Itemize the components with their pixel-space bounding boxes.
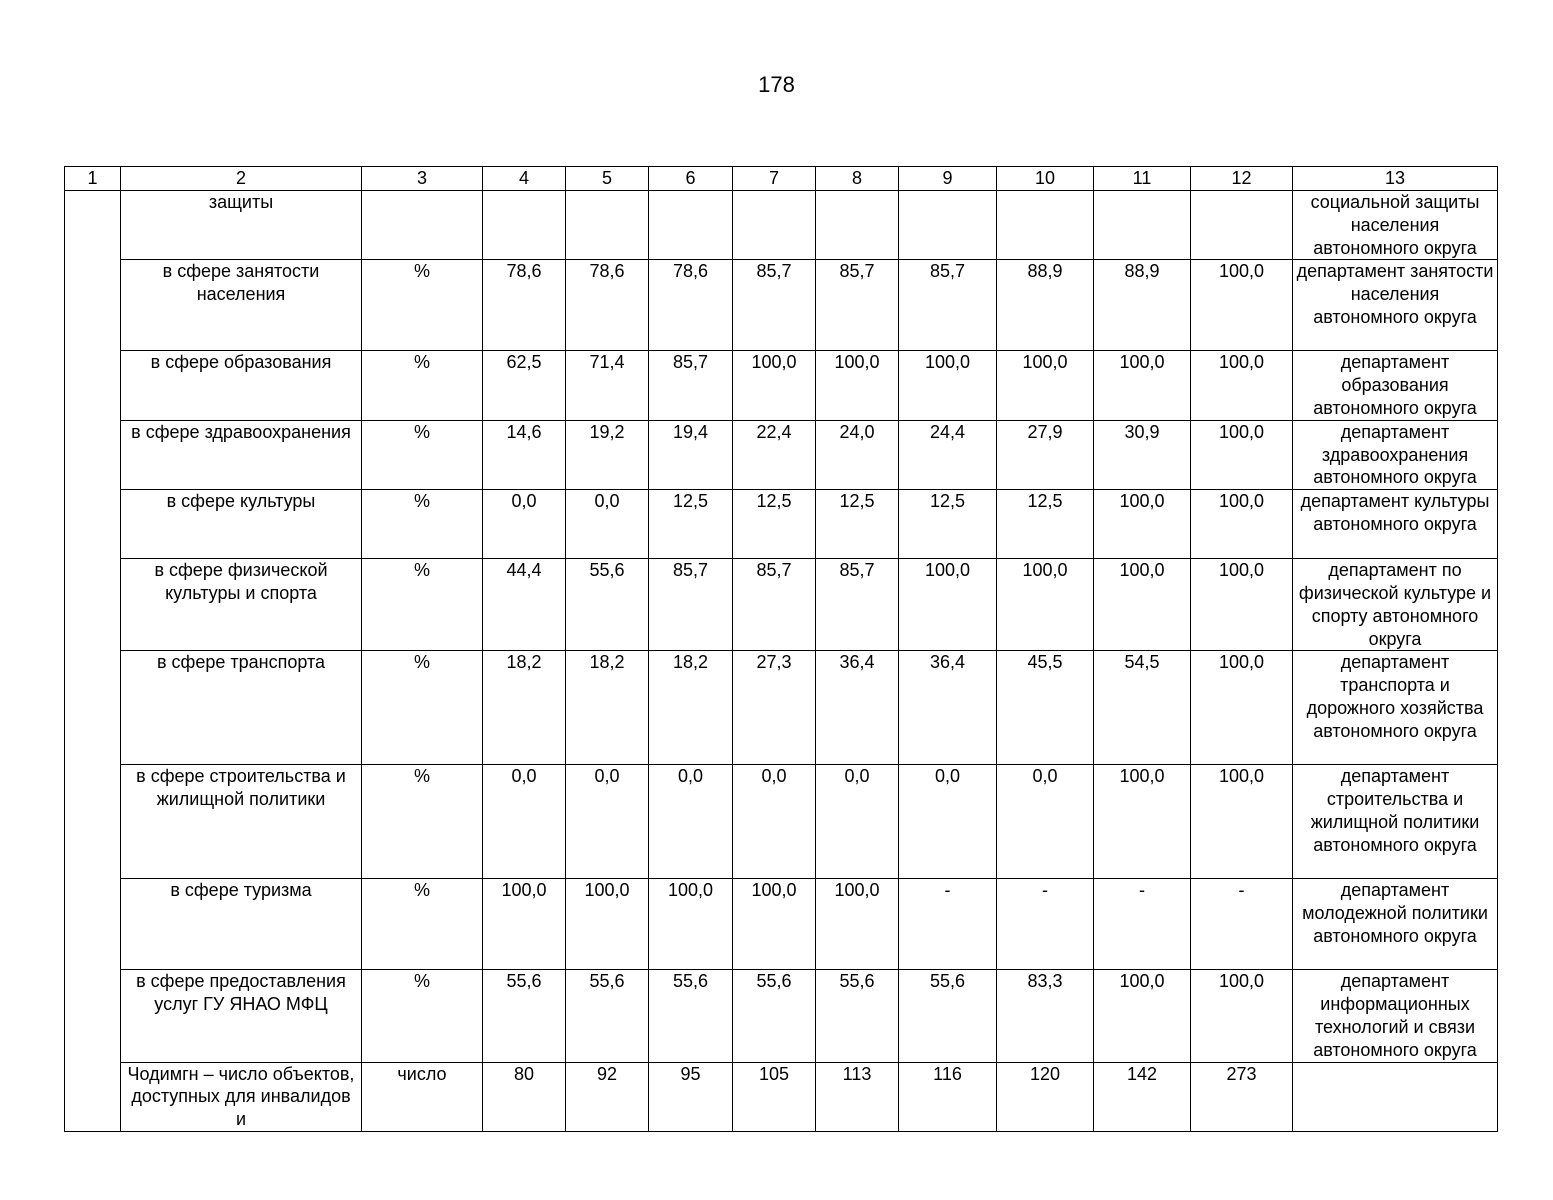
value-cell: 55,6: [733, 970, 816, 1062]
value-cell: 12,5: [899, 490, 997, 559]
value-cell: [733, 191, 816, 260]
value-cell: 55,6: [483, 970, 566, 1062]
page-number: 178: [758, 72, 795, 97]
value-cell: 24,0: [816, 420, 899, 489]
value-cell: 85,7: [733, 559, 816, 651]
value-cell: [649, 191, 733, 260]
value-cell: 100,0: [1094, 765, 1191, 879]
value-cell: 78,6: [649, 260, 733, 351]
value-cell: 27,3: [733, 651, 816, 765]
unit-cell: %: [362, 651, 483, 765]
value-cell: 100,0: [483, 879, 566, 970]
responsible-cell: департамент образования автономного округа: [1293, 351, 1498, 420]
value-cell: 36,4: [816, 651, 899, 765]
value-cell: 55,6: [649, 970, 733, 1062]
table-row: [65, 260, 1498, 351]
value-cell: 120: [997, 1062, 1094, 1131]
value-cell: 100,0: [1094, 559, 1191, 651]
unit-cell: %: [362, 765, 483, 879]
value-cell: 54,5: [1094, 651, 1191, 765]
row-number-cell: [65, 191, 121, 1132]
value-cell: 100,0: [1191, 490, 1293, 559]
value-cell: 24,4: [899, 420, 997, 489]
value-cell: 100,0: [997, 351, 1094, 420]
value-cell: 85,7: [649, 351, 733, 420]
column-number: 10: [997, 167, 1094, 191]
table-row: [65, 1062, 1498, 1131]
value-cell: 100,0: [733, 879, 816, 970]
value-cell: -: [1191, 879, 1293, 970]
value-cell: [1094, 191, 1191, 260]
indicator-name: в сфере туризма: [121, 879, 362, 970]
value-cell: 0,0: [566, 490, 649, 559]
value-cell: 100,0: [1191, 970, 1293, 1062]
value-cell: 92: [566, 1062, 649, 1131]
value-cell: 85,7: [816, 559, 899, 651]
value-cell: 55,6: [899, 970, 997, 1062]
value-cell: 0,0: [997, 765, 1094, 879]
value-cell: 80: [483, 1062, 566, 1131]
value-cell: [483, 191, 566, 260]
value-cell: 100,0: [1191, 351, 1293, 420]
value-cell: 100,0: [997, 559, 1094, 651]
table-row: [65, 765, 1498, 879]
column-number: 5: [566, 167, 649, 191]
value-cell: [997, 191, 1094, 260]
value-cell: -: [997, 879, 1094, 970]
value-cell: 22,4: [733, 420, 816, 489]
indicator-name: в сфере образования: [121, 351, 362, 420]
column-number: 4: [483, 167, 566, 191]
value-cell: 85,7: [649, 559, 733, 651]
value-cell: [566, 191, 649, 260]
table-body: [65, 167, 1498, 1132]
value-cell: 100,0: [1094, 490, 1191, 559]
unit-cell: %: [362, 970, 483, 1062]
value-cell: [1191, 191, 1293, 260]
value-cell: [899, 191, 997, 260]
table-row: [65, 970, 1498, 1062]
value-cell: 116: [899, 1062, 997, 1131]
value-cell: 45,5: [997, 651, 1094, 765]
indicator-name: в сфере транспорта: [121, 651, 362, 765]
value-cell: 18,2: [483, 651, 566, 765]
value-cell: -: [1094, 879, 1191, 970]
responsible-cell: департамент молодежной политики автономного округа: [1293, 879, 1498, 970]
value-cell: 83,3: [997, 970, 1094, 1062]
column-number: 6: [649, 167, 733, 191]
unit-cell: число: [362, 1062, 483, 1131]
indicator-name: в сфере здравоохранения: [121, 420, 362, 489]
column-number: 12: [1191, 167, 1293, 191]
value-cell: 100,0: [566, 879, 649, 970]
indicator-name: Чодимгн – число объектов, доступных для инвалидов и: [121, 1062, 362, 1131]
column-number: 9: [899, 167, 997, 191]
unit-cell: %: [362, 420, 483, 489]
column-number: 8: [816, 167, 899, 191]
value-cell: 12,5: [733, 490, 816, 559]
responsible-cell: департамент по физической культуре и спорту автономного округа: [1293, 559, 1498, 651]
value-cell: 100,0: [899, 559, 997, 651]
table-row: [65, 559, 1498, 651]
data-table: [64, 166, 1498, 1132]
value-cell: 55,6: [566, 559, 649, 651]
value-cell: 0,0: [733, 765, 816, 879]
value-cell: 142: [1094, 1062, 1191, 1131]
value-cell: 100,0: [1191, 765, 1293, 879]
value-cell: 12,5: [649, 490, 733, 559]
value-cell: 0,0: [816, 765, 899, 879]
table-row: [65, 351, 1498, 420]
unit-cell: %: [362, 490, 483, 559]
unit-cell: %: [362, 559, 483, 651]
value-cell: 55,6: [816, 970, 899, 1062]
responsible-cell: социальной защиты населения автономного округа: [1293, 191, 1498, 260]
table-row: [65, 490, 1498, 559]
indicator-name: в сфере занятости населения: [121, 260, 362, 351]
value-cell: 62,5: [483, 351, 566, 420]
value-cell: 18,2: [649, 651, 733, 765]
value-cell: 27,9: [997, 420, 1094, 489]
unit-cell: [362, 191, 483, 260]
value-cell: 85,7: [816, 260, 899, 351]
column-number: 7: [733, 167, 816, 191]
value-cell: 14,6: [483, 420, 566, 489]
value-cell: 71,4: [566, 351, 649, 420]
value-cell: 0,0: [566, 765, 649, 879]
responsible-cell: [1293, 1062, 1498, 1131]
value-cell: 12,5: [816, 490, 899, 559]
value-cell: 100,0: [1191, 260, 1293, 351]
value-cell: 113: [816, 1062, 899, 1131]
indicator-name: в сфере предоставления услуг ГУ ЯНАО МФЦ: [121, 970, 362, 1062]
value-cell: 0,0: [483, 490, 566, 559]
value-cell: -: [899, 879, 997, 970]
unit-cell: %: [362, 260, 483, 351]
unit-cell: %: [362, 351, 483, 420]
column-number: 11: [1094, 167, 1191, 191]
column-number: 13: [1293, 167, 1498, 191]
value-cell: 19,4: [649, 420, 733, 489]
value-cell: 19,2: [566, 420, 649, 489]
table-row: [65, 191, 1498, 260]
responsible-cell: департамент транспорта и дорожного хозяйства автономного округа: [1293, 651, 1498, 765]
value-cell: 100,0: [733, 351, 816, 420]
value-cell: 78,6: [566, 260, 649, 351]
indicator-name: в сфере строительства и жилищной политики: [121, 765, 362, 879]
value-cell: 0,0: [899, 765, 997, 879]
value-cell: 100,0: [1191, 559, 1293, 651]
responsible-cell: департамент занятости населения автономного округа: [1293, 260, 1498, 351]
indicator-name: в сфере физической культуры и спорта: [121, 559, 362, 651]
value-cell: 100,0: [1094, 970, 1191, 1062]
table-row: [65, 879, 1498, 970]
unit-cell: %: [362, 879, 483, 970]
value-cell: 88,9: [997, 260, 1094, 351]
value-cell: 100,0: [816, 879, 899, 970]
value-cell: 100,0: [1191, 651, 1293, 765]
value-cell: 100,0: [816, 351, 899, 420]
responsible-cell: департамент здравоохранения автономного округа: [1293, 420, 1498, 489]
value-cell: 12,5: [997, 490, 1094, 559]
value-cell: 100,0: [649, 879, 733, 970]
value-cell: 30,9: [1094, 420, 1191, 489]
table-row: [65, 651, 1498, 765]
column-number: 3: [362, 167, 483, 191]
value-cell: 85,7: [899, 260, 997, 351]
value-cell: 36,4: [899, 651, 997, 765]
indicator-name: в сфере культуры: [121, 490, 362, 559]
value-cell: 0,0: [649, 765, 733, 879]
responsible-cell: департамент строительства и жилищной политики автономного округа: [1293, 765, 1498, 879]
value-cell: 44,4: [483, 559, 566, 651]
value-cell: 0,0: [483, 765, 566, 879]
column-number: 1: [65, 167, 121, 191]
value-cell: 18,2: [566, 651, 649, 765]
indicator-name: защиты: [121, 191, 362, 260]
responsible-cell: департамент культуры автономного округа: [1293, 490, 1498, 559]
value-cell: 55,6: [566, 970, 649, 1062]
value-cell: [816, 191, 899, 260]
value-cell: 100,0: [1094, 351, 1191, 420]
value-cell: 273: [1191, 1062, 1293, 1131]
value-cell: 95: [649, 1062, 733, 1131]
value-cell: 85,7: [733, 260, 816, 351]
column-number: 2: [121, 167, 362, 191]
column-number-row: [65, 167, 1498, 191]
table-row: [65, 420, 1498, 489]
responsible-cell: департамент информационных технологий и связи автономного округа: [1293, 970, 1498, 1062]
value-cell: 88,9: [1094, 260, 1191, 351]
value-cell: 100,0: [899, 351, 997, 420]
value-cell: 78,6: [483, 260, 566, 351]
value-cell: 105: [733, 1062, 816, 1131]
value-cell: 100,0: [1191, 420, 1293, 489]
